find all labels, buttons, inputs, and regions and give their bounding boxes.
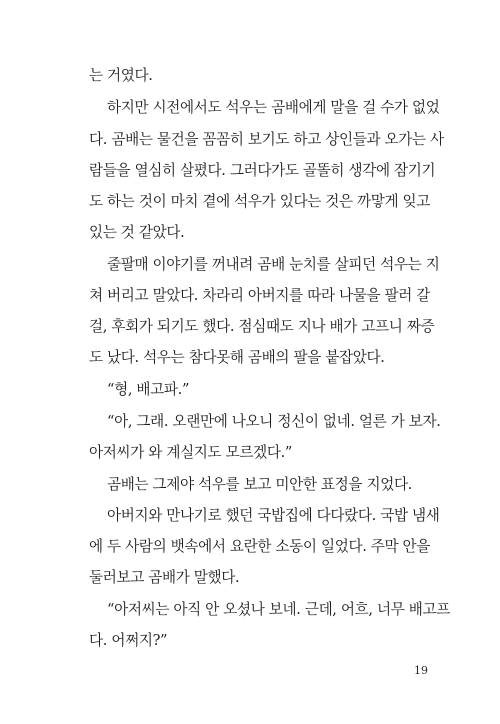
text-line: 다. 곰배는 물건을 꼼꼼히 보기도 하고 상인들과 오가는 사 <box>89 131 444 148</box>
text-line: “아저씨는 아직 안 오셨나 보네. 근데, 어흐, 너무 배고프 <box>107 601 450 618</box>
text-line: 아저씨가 와 계실지도 모르겠다.” <box>89 444 292 461</box>
text-line: 곰배는 그제야 석우를 보고 미안한 표정을 지었다. <box>107 476 412 493</box>
text-line: “형, 배고파.” <box>107 381 190 398</box>
text-line: “아, 그래. 오랜만에 나오니 정신이 없네. 얼른 가 보자. <box>107 413 441 430</box>
page-number: 19 <box>414 664 428 677</box>
text-line: 있는 것 같았다. <box>89 224 185 241</box>
text-line: 아버지와 만나기로 했던 국밥집에 다다랐다. 국밥 냄새 <box>107 507 440 524</box>
text-line: 쳐 버리고 말았다. 차라리 아버지를 따라 나물을 팔러 갈 <box>89 287 431 304</box>
text-line: 걸, 후회가 되기도 했다. 점심때도 지나 배가 고프니 짜증 <box>89 318 435 335</box>
text-line: 둘러보고 곰배가 말했다. <box>89 569 240 586</box>
text-line: 도 하는 것이 마치 곁에 석우가 있다는 것은 까맣게 잊고 <box>89 193 431 210</box>
text-line: 도 났다. 석우는 참다못해 곰배의 팔을 붙잡았다. <box>89 349 385 366</box>
text-line: 람들을 열심히 살폈다. 그러다가도 골똘히 생각에 잠기기 <box>89 162 436 179</box>
text-line: 하지만 시전에서도 석우는 곰배에게 말을 걸 수가 없었 <box>107 99 440 116</box>
text-line: 줄팔매 이야기를 꺼내려 곰배 눈치를 살피던 석우는 지 <box>107 256 440 273</box>
text-line: 는 거였다. <box>89 67 153 84</box>
text-line: 다. 어쩌지?” <box>89 632 168 649</box>
text-line: 에 두 사람의 뱃속에서 요란한 소동이 일었다. 주막 안을 <box>89 538 431 555</box>
